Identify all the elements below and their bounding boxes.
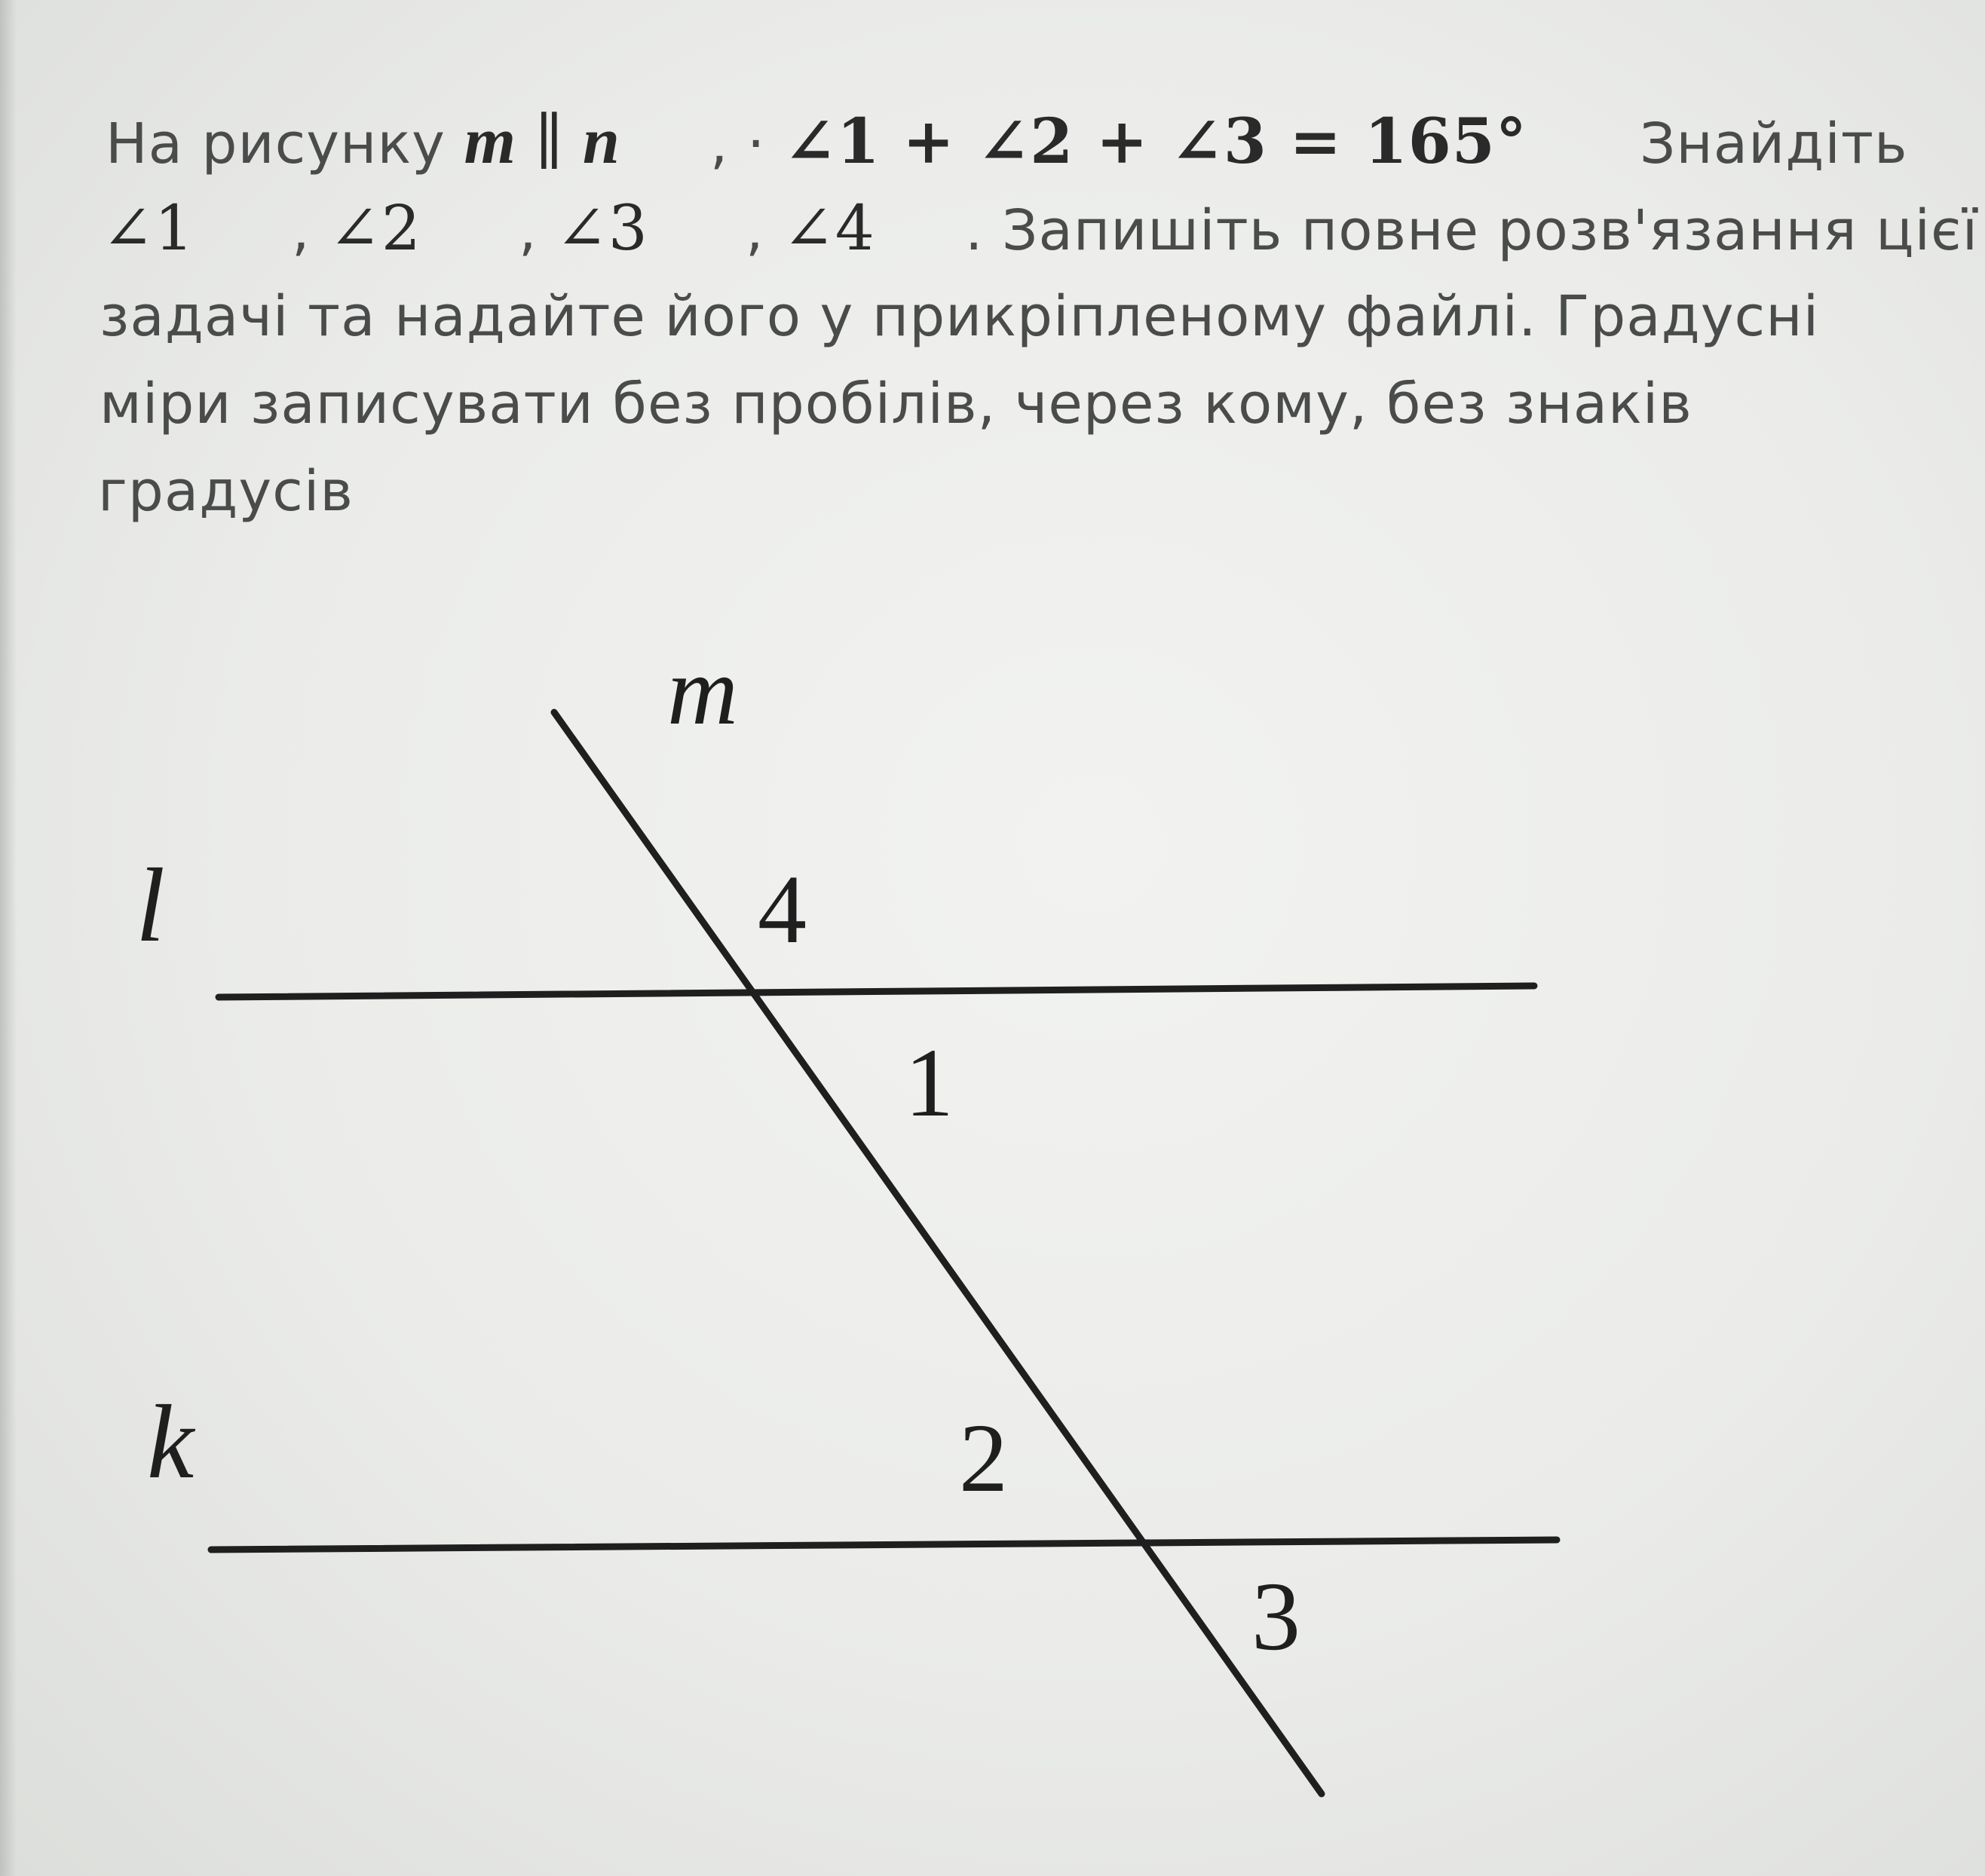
angle-4-ref: ∠4 xyxy=(783,193,875,265)
parallel-lhs: m xyxy=(464,105,516,178)
instruction-line-4: міри записувати без пробілів, через кому, без знаків xyxy=(100,372,1692,436)
angle-1-ref: ∠1 xyxy=(102,193,195,265)
instruction-line-5: градусів xyxy=(98,459,354,524)
line-m-transversal xyxy=(554,712,1322,1794)
separator: , · xyxy=(709,112,766,176)
comma-3: , xyxy=(745,198,764,263)
instruction-line-3: задачі та надайте його у прикріпленому файлі. Градусні xyxy=(100,284,1820,349)
problem-lead: На рисунку xyxy=(106,112,446,176)
angle-sum-equation: ∠1 + ∠2 + ∠3 = 165° xyxy=(784,106,1527,178)
angle-label-4: 4 xyxy=(758,855,807,964)
comma-1: , xyxy=(291,198,311,263)
instruction-part-1: . Запишіть повне розв'язання цієї xyxy=(965,198,1979,263)
parallel-rhs: n xyxy=(582,105,620,178)
angle-3-ref: ∠3 xyxy=(556,193,648,265)
parallel-symbol: ∥ xyxy=(535,106,565,178)
comma-2: , xyxy=(518,198,538,263)
angle-label-3: 3 xyxy=(1251,1562,1300,1671)
find-word: Знайдіть xyxy=(1639,112,1908,176)
angle-2-ref: ∠2 xyxy=(329,193,421,265)
angle-label-2: 2 xyxy=(959,1404,1008,1513)
label-l: l xyxy=(136,847,165,964)
label-m: m xyxy=(667,637,738,745)
label-k: k xyxy=(147,1384,195,1501)
line-l xyxy=(219,986,1534,997)
angle-label-1: 1 xyxy=(905,1029,954,1137)
line-k xyxy=(211,1540,1557,1550)
